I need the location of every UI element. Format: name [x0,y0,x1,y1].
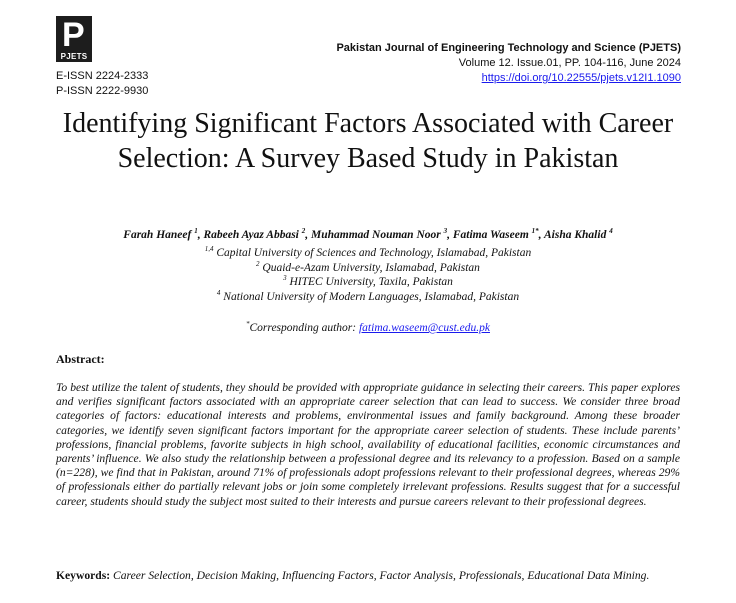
affiliation-sup: 1,4 [204,245,214,254]
abstract-text: To best utilize the talent of students, they should be provided with appropriate guidance in selecting their careers. This paper explores and verifies significant factors associated with an appropriate career selection that can lead to success. We consider three broad categories of factors: educational interests and problems, environmental issues and family background. Among these broader categories, we identify seven significant factors important for the appropriate career selection of students. These include parents’ professions, financial problems, favorite subjects in high school, availability of educational facilities, economic circumstances and parents’ influence. We also study the relationship between a professional degree and its relevancy to a profession. Based on a sample (n=228), we find that in Pakistan, around 71% of professionals adopt professions relevant to their professional degrees, whereas 29% of professionals either do partially relevant jobs or join some completely irrelevant professions. Results suggest that for a successful career, students should study the subject most suited to their interests and pursue careers relevant to their professional degrees. [56,381,680,508]
e-issn: E-ISSN 2224-2333 [56,70,149,82]
affiliation-text: National University of Modern Languages, Islamabad, Pakistan [223,290,520,303]
corresponding-label: Corresponding author: [249,322,357,334]
doi-link[interactable]: https://doi.org/10.22555/pjets.v12I1.1090 [481,72,681,84]
author-sup: 1* [531,227,539,236]
affiliation-sup: 2 [256,259,260,268]
journal-name: Pakistan Journal of Engineering Technology and Science (PJETS) [336,42,681,54]
author-sup: 2 [301,227,306,236]
author-name: Fatima Waseem [452,229,529,241]
affiliation-list [40,246,696,304]
author-sup: 4 [609,227,613,236]
journal-logo [56,16,92,62]
affiliation-text: Capital University of Sciences and Technology, Islamabad, Pakistan [216,247,532,259]
abstract-heading: Abstract: [56,352,105,366]
logo-glyph: P [62,16,85,54]
corresponding-author [40,322,696,334]
affiliation-sup: 3 [283,274,287,283]
paper-title: Identifying Significant Factors Associated with Career Selection: A Survey Based Study in Pakistan [62,108,674,174]
keywords-text: Career Selection, Decision Making, Influencing Factors, Factor Analysis, Professionals, Educational Data Mining. [113,569,650,582]
keywords [56,569,680,583]
author-name: Muhammad Nouman Noor [311,229,441,241]
logo-label: PJETS [60,52,88,61]
author-sup: 3 [443,227,448,236]
corresponding-sup: * [246,320,250,329]
journal-info [336,41,681,86]
affiliation [40,246,696,261]
author-name: Farah Haneef [123,229,192,241]
author-list: Farah Haneef $^1$, Rabeeh Ayaz Abbasi $^2$, Muhammad Nouman Noor $^3$, Fatima Waseem $^{1*}$, Aisha Khalid $^4$ [123,227,613,241]
affiliation-sup: 4 [216,288,221,297]
affiliation [40,275,696,290]
affiliation [40,261,696,276]
author-sup: 1 [194,227,198,236]
affiliation-text: HITEC University, Taxila, Pakistan [289,276,453,289]
author-name: Aisha Khalid [544,229,607,241]
corresponding-email-link[interactable]: fatima.waseem@cust.edu.pk [358,322,490,334]
volume-info: Volume 12. Issue.01, PP. 104-116, June 2024 [458,57,681,69]
keywords-label: Keywords: [56,569,111,582]
author-name: Rabeeh Ayaz Abbasi [203,229,299,241]
affiliation-text: Quaid-e-Azam University, Islamabad, Pakistan [262,261,480,274]
affiliation [40,290,696,305]
p-issn: P-ISSN 2222-9930 [56,85,149,97]
